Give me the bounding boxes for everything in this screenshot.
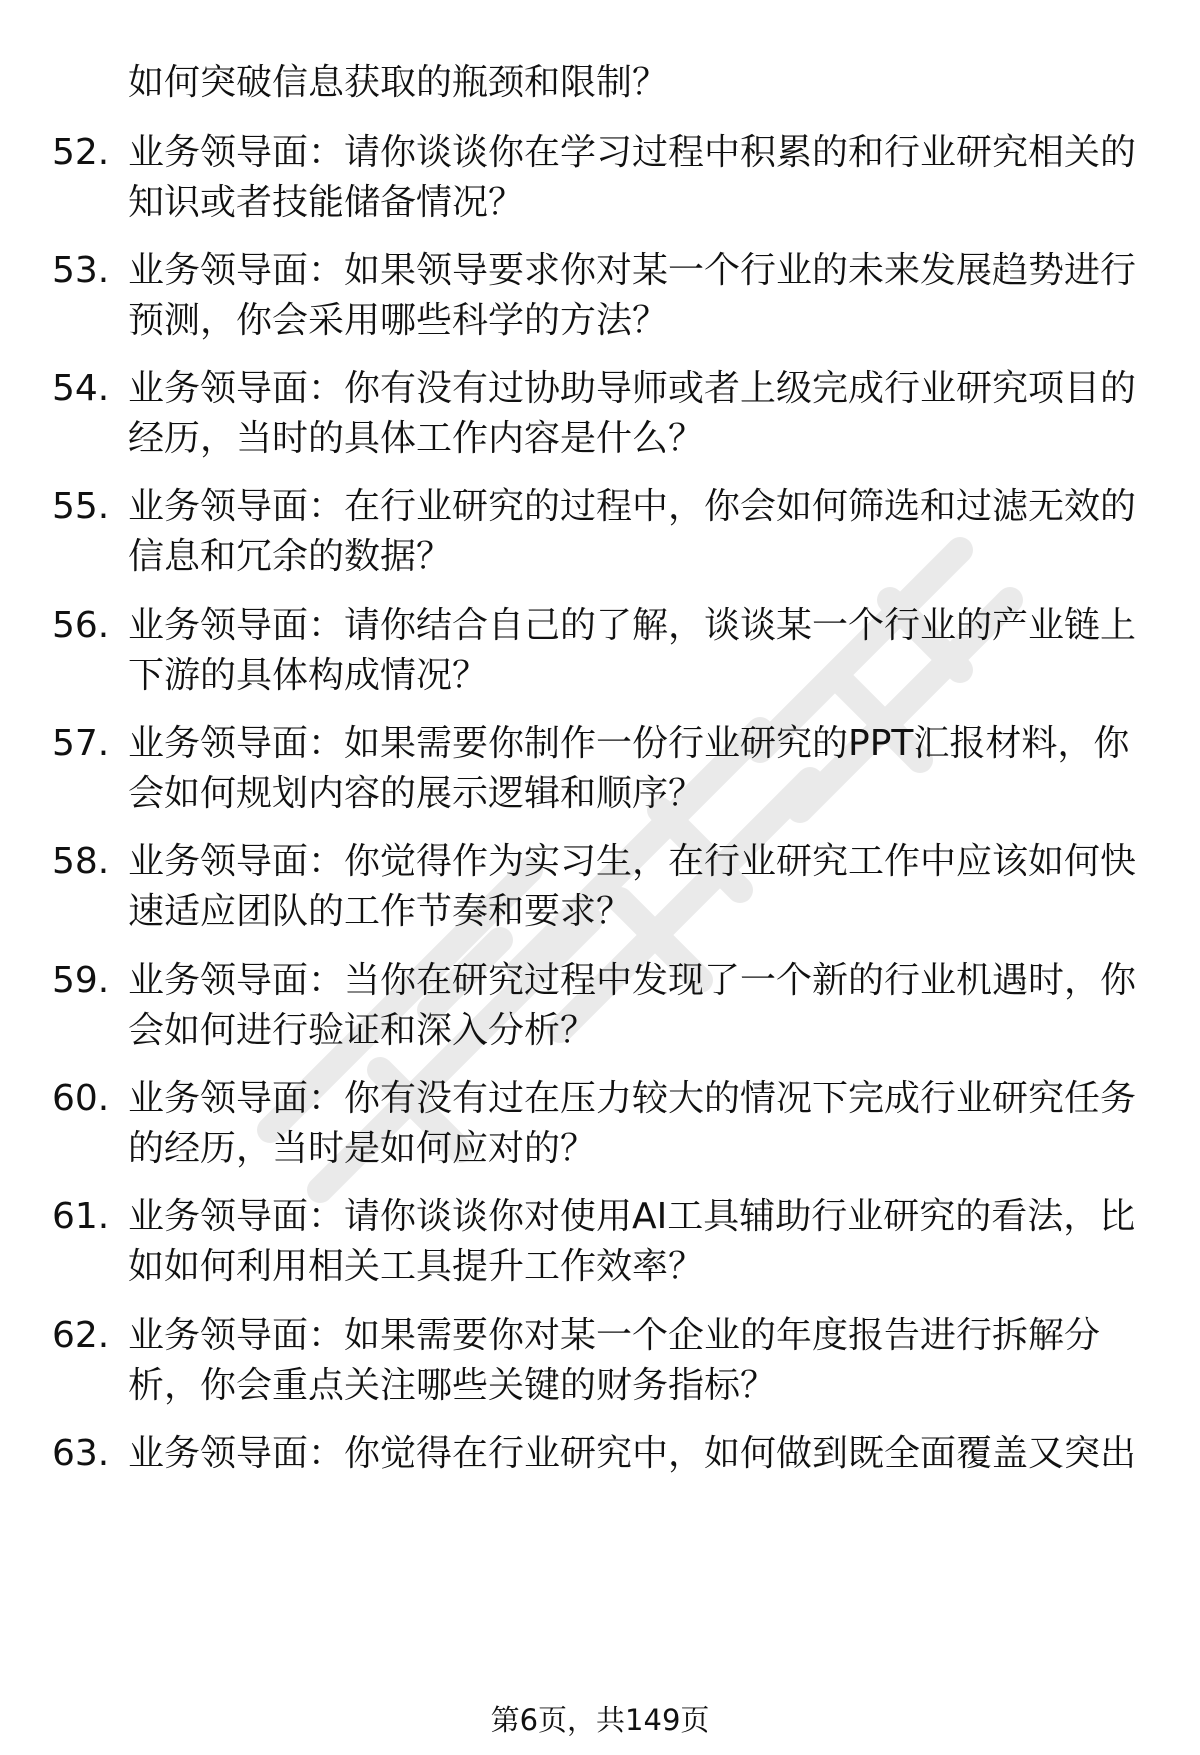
question-number: 54. xyxy=(52,368,110,409)
question-line: 业务领导面：你觉得在行业研究中，如何做到既全面覆盖又突出 xyxy=(128,1433,1137,1474)
question-line: 业务领导面：请你谈谈你在学习过程中积累的和行业研究相关的 xyxy=(128,132,1137,173)
question-text xyxy=(128,837,1148,937)
question-item xyxy=(0,364,1200,474)
question-line: 知识或者技能储备情况？ xyxy=(128,182,525,223)
question-item xyxy=(0,246,1200,356)
question-line: 业务领导面：在行业研究的过程中，你会如何筛选和过滤无效的 xyxy=(128,486,1137,527)
question-item xyxy=(0,1192,1200,1302)
question-item xyxy=(0,1311,1200,1421)
question-item xyxy=(0,1074,1200,1184)
question-item xyxy=(0,128,1200,238)
question-text xyxy=(128,1311,1148,1411)
question-item xyxy=(0,956,1200,1066)
question-line: 业务领导面：当你在研究过程中发现了一个新的行业机遇时，你 xyxy=(128,960,1137,1001)
question-item xyxy=(0,837,1200,947)
question-line: 业务领导面：你有没有过在压力较大的情况下完成行业研究任务 xyxy=(128,1078,1137,1119)
question-number: 53. xyxy=(52,250,110,291)
question-continuation: 如何突破信息获取的瓶颈和限制？ xyxy=(128,62,669,103)
question-number: 56. xyxy=(52,605,110,646)
question-number: 62. xyxy=(52,1315,110,1356)
question-text xyxy=(128,1192,1148,1292)
question-line: 业务领导面：如果领导要求你对某一个行业的未来发展趋势进行 xyxy=(128,250,1137,291)
question-item xyxy=(0,719,1200,829)
question-item xyxy=(0,1429,1200,1539)
question-item xyxy=(0,482,1200,592)
question-text xyxy=(128,956,1148,1056)
question-text xyxy=(128,1074,1148,1174)
question-line: 如如何利用相关工具提升工作效率？ xyxy=(128,1246,705,1287)
question-line: 业务领导面：如果需要你对某一个企业的年度报告进行拆解分 xyxy=(128,1315,1101,1356)
question-text xyxy=(128,482,1148,582)
question-line: 的经历，当时是如何应对的？ xyxy=(128,1128,597,1169)
question-line: 业务领导面：如果需要你制作一份行业研究的PPT汇报材料，你 xyxy=(128,723,1130,764)
question-line: 会如何进行验证和深入分析？ xyxy=(128,1010,597,1051)
question-line: 会如何规划内容的展示逻辑和顺序？ xyxy=(128,773,705,814)
question-line: 速适应团队的工作节奏和要求？ xyxy=(128,891,633,932)
question-text xyxy=(128,364,1148,464)
question-text xyxy=(128,1429,1148,1479)
question-number: 52. xyxy=(52,132,110,173)
question-line: 信息和冗余的数据？ xyxy=(128,536,453,577)
page-footer: 第6页，共149页 xyxy=(490,1703,710,1737)
question-text xyxy=(128,719,1148,819)
question-number: 55. xyxy=(52,486,110,527)
question-text xyxy=(128,128,1148,228)
question-line: 业务领导面：你有没有过协助导师或者上级完成行业研究项目的 xyxy=(128,368,1137,409)
question-number: 58. xyxy=(52,841,110,882)
question-item xyxy=(0,1548,1200,1658)
question-number: 63. xyxy=(52,1433,110,1474)
question-number: 61. xyxy=(52,1196,110,1237)
question-text xyxy=(128,246,1148,346)
question-line: 经历，当时的具体工作内容是什么？ xyxy=(128,418,705,459)
question-line: 业务领导面：请你结合自己的了解，谈谈某一个行业的产业链上 xyxy=(128,605,1137,646)
question-line: 下游的具体构成情况？ xyxy=(128,655,489,696)
question-text xyxy=(128,601,1148,701)
question-line: 析，你会重点关注哪些关键的财务指标？ xyxy=(128,1365,777,1406)
question-number: 60. xyxy=(52,1078,110,1119)
question-number: 57. xyxy=(52,723,110,764)
question-line: 预测，你会采用哪些科学的方法？ xyxy=(128,300,669,341)
question-item xyxy=(0,601,1200,711)
question-number: 59. xyxy=(52,960,110,1001)
question-line: 业务领导面：你觉得作为实习生，在行业研究工作中应该如何快 xyxy=(128,841,1137,882)
question-line: 业务领导面：请你谈谈你对使用AI工具辅助行业研究的看法，比 xyxy=(128,1196,1136,1237)
